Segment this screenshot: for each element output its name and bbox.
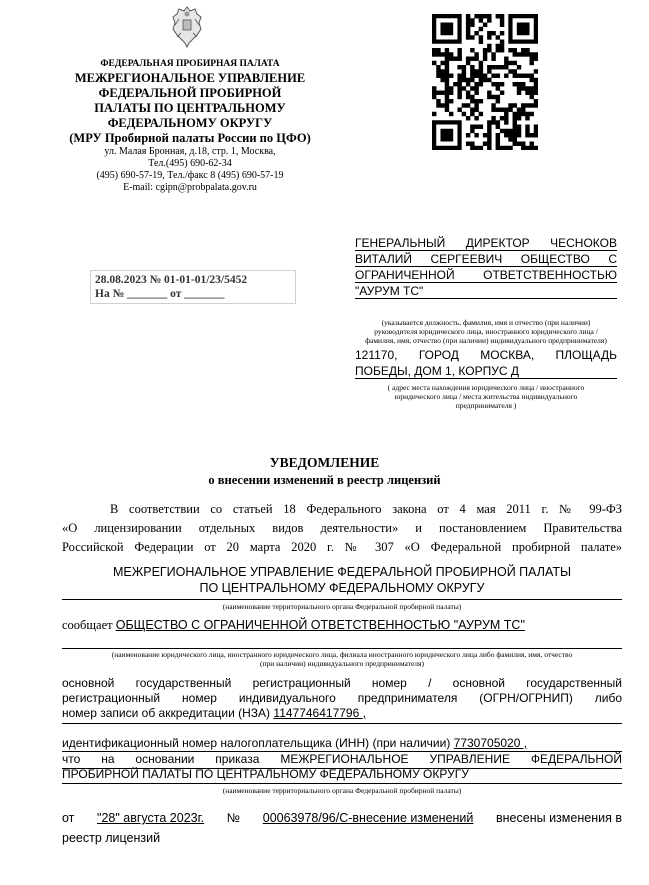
coat-of-arms-icon: [171, 5, 203, 49]
order-org-line: МЕЖРЕГИОНАЛЬНОЕ УПРАВЛЕНИЕ ФЕДЕРАЛЬНОЙ: [280, 752, 623, 766]
final-num-sign: №: [226, 811, 241, 825]
order-label: что на основании приказа: [62, 752, 260, 766]
inn-line: [62, 736, 622, 751]
final-from: от: [62, 811, 75, 825]
nza-label: номер записи об аккредитации (НЗА): [62, 706, 271, 720]
final-number: 00063978/96/С-внесение изменений: [262, 811, 474, 825]
sender-block: [40, 58, 340, 194]
licensee-name: ОБЩЕСТВО С ОГРАНИЧЕННОЙ ОТВЕТСТВЕННОСТЬЮ "АУРУМ ТС": [115, 618, 525, 632]
registration-date-number: 28.08.2023 № 01-01-01/23/5452: [95, 274, 248, 286]
recipient-name-note: (указывается должность, фамилия, имя и отчество (при наличии) руководителя юридического лица, иностранного юридического лица / фамилия, имя, отчество (при наличии) индивидуального предпринимателя): [365, 318, 607, 345]
document-title: УВЕДОМЛЕНИЕ: [269, 455, 380, 470]
inn-label: идентификационный номер налогоплательщика (ИНН) (при наличии): [62, 736, 451, 750]
sender-org-line: МЕЖРЕГИОНАЛЬНОЕ УПРАВЛЕНИЕ: [74, 71, 306, 85]
sender-tel: Тел.(495) 690-62-34: [148, 158, 232, 169]
order-block: [62, 752, 622, 782]
intro-paragraph: В соответствии со статьей 18 Федерального закона от 4 мая 2011 г. № 99-ФЗ «О лицензировании отдельных видов деятельности» и постановлением Правительства Российской Федерации от 20 марта 2020 г. № 307 «О Федеральной пробирной палате»: [62, 502, 622, 554]
registration-text: основной государственный регистрационный номер / основной государственный регистрационный номер индивидуального предпринимателя (ОГРН/ОГРНИП) либо номер записи об аккредитации (НЗА) 1147746417796 ,: [62, 676, 622, 720]
order-note: (наименование территориального органа Федеральной пробирной палаты): [222, 786, 462, 795]
nza-value: 1147746417796 ,: [273, 706, 366, 720]
final-line: [62, 808, 622, 848]
qr-code-icon: [432, 14, 538, 150]
final-rest: внесены изменения в: [496, 811, 622, 825]
licensee-note: (наименование юридического лица, иностранного юридического лица, филиала иностранного юридического лица либо фамилия, имя, отчество (при наличии) индивидуального предпринимателя): [111, 650, 573, 668]
registration-stamp: [90, 270, 296, 304]
sender-org-line: ПАЛАТЫ ПО ЦЕНТРАЛЬНОМУ: [94, 101, 286, 115]
order-org-line: ПРОБИРНОЙ ПАЛАТЫ ПО ЦЕНТРАЛЬНОМУ ФЕДЕРАЛЬНОМУ ОКРУГУ: [62, 767, 469, 781]
document-subtitle: о внесении изменений в реестр лицензий: [208, 473, 441, 487]
recipient-address: 121170, ГОРОД МОСКВА, ПЛОЩАДЬ ПОБЕДЫ, ДОМ 1, КОРПУС Д: [355, 348, 617, 378]
inn-value: 7730705020 ,: [453, 736, 528, 750]
informs-word: сообщает: [62, 618, 113, 632]
recipient-address-note: ( адрес места нахождения юридического лица / иностранного юридического лица / места жительства индивидуального предпринимателя ): [387, 383, 585, 410]
sender-email: E-mail: cgipn@probpalata.gov.ru: [123, 182, 257, 193]
body-org: МЕЖРЕГИОНАЛЬНОЕ УПРАВЛЕНИЕ ФЕДЕРАЛЬНОЙ ПРОБИРНОЙ ПАЛАТЫ ПО ЦЕНТРАЛЬНОМУ ФЕДЕРАЛЬНОМУ ОКРУГУ: [112, 565, 572, 595]
registration-reply-to: На № _______ от _______: [95, 288, 225, 300]
sender-tel-fax: (495) 690-57-19, Тел./факс 8 (495) 690-57-19: [96, 170, 284, 181]
final-date: "28" августа 2023г.: [97, 811, 205, 825]
final-line2: реестр лицензий: [62, 831, 161, 845]
sender-org-small: ФЕДЕРАЛЬНАЯ ПРОБИРНАЯ ПАЛАТА: [100, 59, 280, 69]
sender-address: ул. Малая Бронная, д.18, стр. 1, Москва,: [104, 146, 276, 157]
informs-line: [62, 616, 622, 634]
recipient-name: ГЕНЕРАЛЬНЫЙ ДИРЕКТОР ЧЕСНОКОВ ВИТАЛИЙ СЕРГЕЕВИЧ ОБЩЕСТВО С ОГРАНИЧЕННОЙ ОТВЕТСТВЕННОСТЬЮ "АУРУМ ТС": [355, 236, 617, 298]
sender-org-line: ФЕДЕРАЛЬНОЙ ПРОБИРНОЙ: [98, 86, 282, 100]
sender-org-line: ФЕДЕРАЛЬНОМУ ОКРУГУ: [107, 116, 273, 130]
body-org-note: (наименование территориального органа Федеральной пробирной палаты): [222, 602, 462, 611]
sender-org-short: (МРУ Пробирной палаты России по ЦФО): [69, 131, 311, 145]
